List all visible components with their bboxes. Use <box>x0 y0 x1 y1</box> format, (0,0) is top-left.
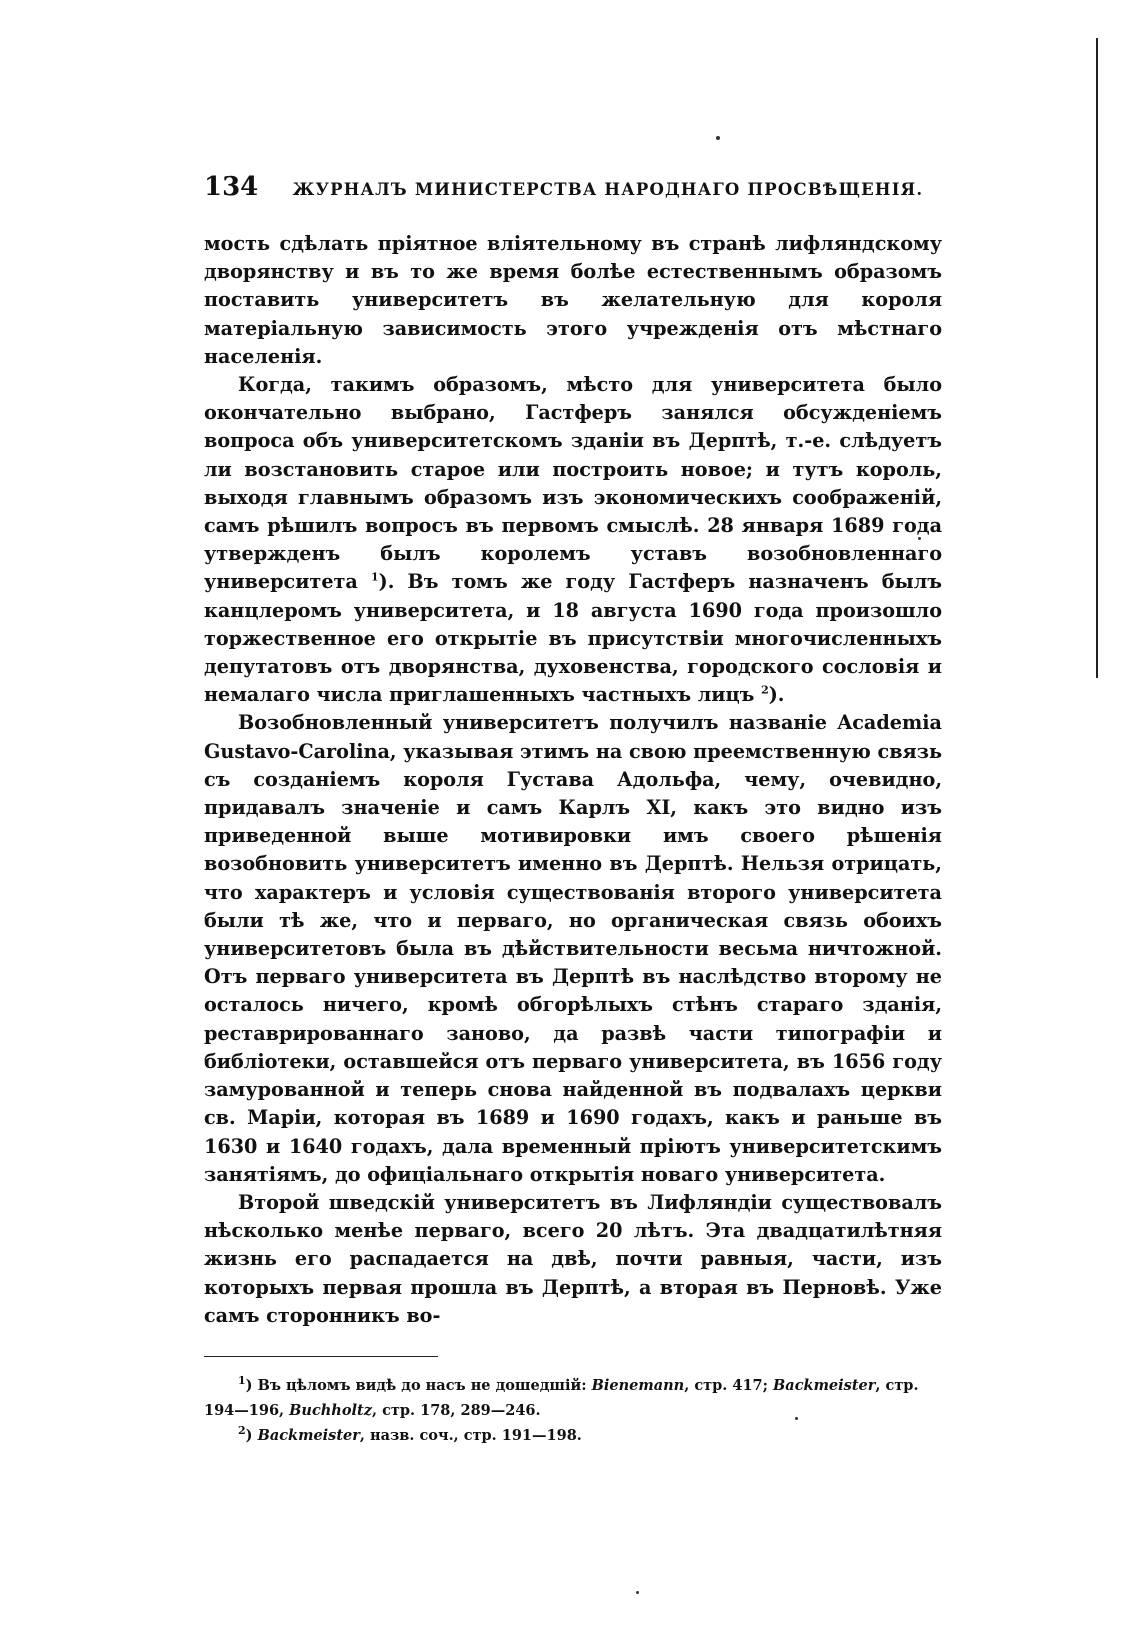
scan-speck <box>636 1591 639 1594</box>
footnote-marker: 2 <box>238 1424 246 1438</box>
footnote-text: , стр. 194—196, <box>204 1377 919 1420</box>
page <box>204 172 942 1448</box>
running-title: ЖУРНАЛЪ МИНИСТЕРСТВА НАРОДНАГО ПРОСВѢЩЕНІЯ. <box>292 180 924 199</box>
footnote-text: , стр. 417; <box>684 1377 774 1395</box>
paragraph-text: Когда, такимъ образомъ, мѣсто для университета было окончательно выбрано, Гастферъ занялся обсужденіемъ вопроса объ университетскомъ зданіи въ Дерптѣ, т.-е. слѣдуетъ ли возстановить старое или построить новое; и тутъ король, выходя главнымъ образомъ изъ экономическихъ соображеній, самъ рѣшилъ вопросъ въ первомъ смыслѣ. 28 января 1689 года утвержденъ былъ королемъ уставъ возобновленнаго университета <box>204 373 942 594</box>
footnote-author: Bienemann <box>591 1377 685 1395</box>
footnote <box>204 1373 942 1423</box>
footnote-text: ) Въ цѣломъ видѣ до насъ не дошедшій: <box>245 1377 592 1395</box>
footnotes <box>204 1373 942 1448</box>
footnote-text: , назв. соч., стр. 191—198. <box>359 1427 582 1445</box>
footnote-ref: 1 <box>371 571 379 585</box>
scan-edge-line <box>1096 38 1098 678</box>
paragraph: Возобновленный университетъ получилъ названіе Academia Gustavo-Carolina, указывая этимъ на свою преемственную связь съ созданіемъ короля Густава Адольфа, чему, очевидно, придавалъ значеніе и самъ Карлъ XI, какъ это видно изъ приведенной выше мотивировки имъ своего рѣшенія возобновить университетъ именно въ Дерптѣ. Нельзя отрицать, что характеръ и условія существованія второго университета были тѣ же, что и перваго, но органическая связь обоихъ университетовъ была въ дѣйствительности весьма ничтожной. Отъ перваго университета въ Дерптѣ въ наслѣдство второму не осталось ничего, кромѣ обгорѣлыхъ стѣнъ стараго зданія, реставрированнаго заново, да развѣ части типографіи и библіотеки, оставшейся отъ перваго университета, въ 1656 году замурованной и теперь снова найденной въ подвалахъ церкви св. Маріи, которая въ 1689 и 1690 годахъ, какъ и раньше въ 1630 и 1640 годахъ, дала временный пріютъ университетскимъ занятіямъ, до офиціальнаго открытія новаго университета. <box>204 711 942 1186</box>
paragraph: мость сдѣлать пріятное вліятельному въ странѣ лифляндскому дворянству и въ то же время болѣе естественнымъ образомъ поставить университетъ въ желательную для короля матеріальную зависимость этого учрежденія отъ мѣстнаго населенія. <box>204 232 942 368</box>
paragraph: Второй шведскій университетъ въ Лифляндіи существовалъ нѣсколько менѣе перваго, всего 20 лѣтъ. Эта двадцатилѣтняя жизнь его распадается на двѣ, почти равныя, части, изъ которыхъ первая прошла въ Дерптѣ, а вторая въ Перновѣ. Уже самъ сторонникъ во- <box>204 1190 942 1327</box>
footnote <box>204 1423 942 1448</box>
page-header <box>204 172 942 202</box>
footnote-author: Backmeister <box>773 1377 876 1395</box>
footnote-author: Backmeister <box>257 1427 360 1445</box>
footnote-author: Buchholtz <box>289 1402 372 1420</box>
footnote-text: ) <box>245 1427 258 1445</box>
footnote-divider <box>204 1356 438 1358</box>
footnote-ref: 2 <box>761 683 769 697</box>
paragraph <box>204 371 942 709</box>
footnote-marker: 1 <box>238 1374 246 1388</box>
paragraph-text: ). <box>768 683 785 707</box>
scan-speck <box>716 136 720 140</box>
footnote-text: , стр. 178, 289—246. <box>371 1402 541 1420</box>
page-number: 134 <box>204 172 259 202</box>
body-text <box>204 230 942 1330</box>
paragraph-text: ). Въ томъ же году Гастферъ назначенъ былъ канцлеромъ университета, и 18 августа 1690 года произошло торжественное его открытіе въ присутствіи многочисленныхъ депутатовъ отъ дворянства, духовенства, городского сословія и немалаго числа приглашенныхъ частныхъ лицъ <box>204 570 942 707</box>
